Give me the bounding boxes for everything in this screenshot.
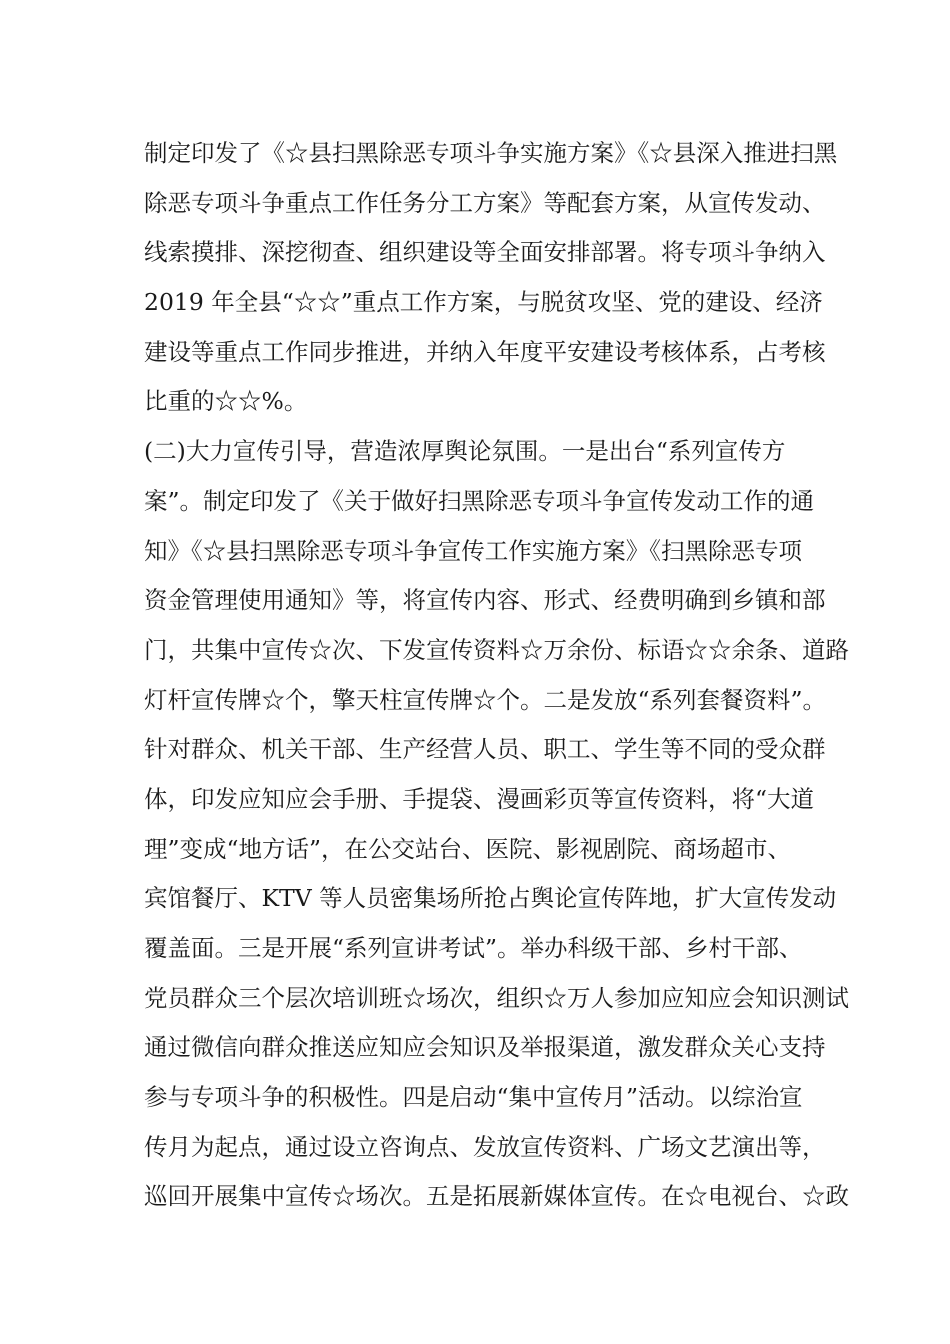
text-line: 线索摸排、深挖彻查、组织建设等全面安排部署。将专项斗争纳入 [144,238,826,267]
text-line: 宾馆餐厅、KTV 等人员密集场所抢占舆论宣传阵地，扩大宣传发动 [144,884,837,913]
text-line: 体，印发应知应会手册、手提袋、漫画彩页等宣传资料，将“大道 [144,784,815,813]
text-line: 传月为起点，通过设立咨询点、发放宣传资料、广场文艺演出等， [144,1132,826,1161]
text-line: 参与专项斗争的积极性。四是启动“集中宣传月”活动。以综治宣 [144,1083,803,1112]
text-line: 案”。制定印发了《关于做好扫黑除恶专项斗争宣传发动工作的通 [144,486,815,515]
text-line: 除恶专项斗争重点工作任务分工方案》等配套方案，从宣传发动、 [144,188,826,217]
text-line: 通过微信向群众推送应知应会知识及举报渠道，激发群众关心支持 [144,1033,826,1062]
text-line: 资金管理使用通知》等，将宣传内容、形式、经费明确到乡镇和部 [144,586,826,615]
section-heading-line: (二)大力宣传引导，营造浓厚舆论氛围。一是出台“系列宣传方 [144,437,786,466]
text-line: 覆盖面。三是开展“系列宣讲考试”。举办科级干部、乡村干部、 [144,934,803,962]
text-line: 针对群众、机关干部、生产经营人员、职工、学生等不同的受众群 [144,735,826,764]
text-line: 制定印发了《☆县扫黑除恶专项斗争实施方案》《☆县深入推进扫黑 [144,139,838,167]
text-line: 灯杆宣传牌☆个，擎天柱宣传牌☆个。二是发放“系列套餐资料”。 [144,685,827,714]
text-line: 巡回开展集中宣传☆场次。五是拓展新媒体宣传。在☆电视台、☆政 [144,1182,849,1211]
text-line: 建设等重点工作同步推进，并纳入年度平安建设考核体系，占考核 [144,337,826,366]
text-line: 党员群众三个层次培训班☆场次，组织☆万人参加应知应会知识测试 [144,983,849,1012]
text-line: 知》《☆县扫黑除恶专项斗争宣传工作实施方案》《扫黑除恶专项 [144,536,802,565]
text-line: 门，共集中宣传☆次、下发宣传资料☆万余份、标语☆☆余条、道路 [144,635,849,664]
body-text [144,129,849,1222]
text-line: 理”变成“地方话”，在公交站台、医院、影视剧院、商场超市、 [144,834,792,863]
text-line: 2019 年全县“☆☆”重点工作方案，与脱贫攻坚、党的建设、经济 [144,288,823,317]
text-line: 比重的☆☆%。 [144,387,308,416]
